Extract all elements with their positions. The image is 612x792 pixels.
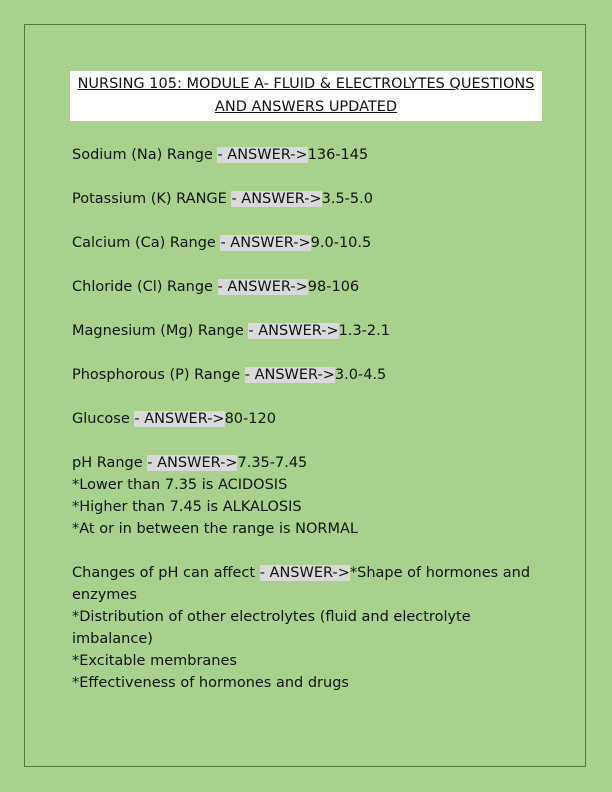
answer-text: *Shape of hormones and xyxy=(349,565,531,581)
question-text: Potassium (K) RANGE xyxy=(72,191,232,207)
qa-list xyxy=(72,144,542,716)
answer-text: 9.0-10.5 xyxy=(310,235,372,251)
qa-entry-sodium xyxy=(72,144,542,166)
qa-line xyxy=(72,408,542,430)
qa-line xyxy=(72,364,542,386)
answer-detail-line: *Lower than 7.35 is ACIDOSIS xyxy=(72,477,288,493)
answer-detail-line: enzymes xyxy=(72,587,137,603)
qa-line xyxy=(72,188,542,210)
qa-entry-magnesium xyxy=(72,320,542,342)
qa-entry-glucose xyxy=(72,408,542,430)
question-text: Chloride (Cl) Range xyxy=(72,279,218,295)
qa-entry-phosphorous xyxy=(72,364,542,386)
qa-entry-chloride xyxy=(72,276,542,298)
answer-text: 3.5-5.0 xyxy=(321,191,373,207)
qa-entry-ph xyxy=(72,452,542,540)
answer-detail-line: imbalance) xyxy=(72,631,153,647)
answer-detail-line: *Distribution of other electrolytes (fluid and electrolyte xyxy=(72,609,471,625)
question-text: Calcium (Ca) Range xyxy=(72,235,221,251)
question-text: Glucose xyxy=(72,411,135,427)
qa-entry-ph-effects xyxy=(72,562,542,694)
answer-marker: - ANSWER-> xyxy=(259,565,350,581)
answer-detail-line: *At or in between the range is NORMAL xyxy=(72,521,358,537)
question-text: Sodium (Na) Range xyxy=(72,147,218,163)
title-line-2: AND ANSWERS UPDATED xyxy=(214,99,398,115)
answer-text: 3.0-4.5 xyxy=(334,367,387,383)
qa-entry-calcium xyxy=(72,232,542,254)
qa-entry-potassium xyxy=(72,188,542,210)
answer-marker: - ANSWER-> xyxy=(231,191,322,207)
answer-detail-line: *Higher than 7.45 is ALKALOSIS xyxy=(72,499,302,515)
answer-marker: - ANSWER-> xyxy=(248,323,339,339)
answer-text: 80-120 xyxy=(224,411,276,427)
title-line-1: NURSING 105: MODULE A- FLUID & ELECTROLYTES QUESTIONS xyxy=(77,76,535,92)
answer-text: 1.3-2.1 xyxy=(338,323,390,339)
answer-detail-line: *Effectiveness of hormones and drugs xyxy=(72,675,349,691)
question-text: Phosphorous (P) Range xyxy=(72,367,245,383)
qa-line xyxy=(72,452,542,474)
answer-marker: - ANSWER-> xyxy=(220,235,311,251)
question-text: Changes of pH can affect xyxy=(72,565,260,581)
qa-line xyxy=(72,232,542,254)
qa-line xyxy=(72,320,542,342)
document-title xyxy=(70,71,542,121)
qa-line xyxy=(72,144,542,166)
answer-marker: - ANSWER-> xyxy=(217,279,308,295)
answer-marker: - ANSWER-> xyxy=(217,147,308,163)
question-text: Magnesium (Mg) Range xyxy=(72,323,249,339)
qa-line xyxy=(72,562,542,584)
answer-marker: - ANSWER-> xyxy=(134,411,225,427)
answer-text: 98-106 xyxy=(307,279,360,295)
answer-text: 136-145 xyxy=(307,147,369,163)
answer-marker: - ANSWER-> xyxy=(147,455,238,471)
qa-line xyxy=(72,276,542,298)
question-text: pH Range xyxy=(72,455,148,471)
answer-detail-line: *Excitable membranes xyxy=(72,653,237,669)
answer-marker: - ANSWER-> xyxy=(244,367,335,383)
answer-text: 7.35-7.45 xyxy=(237,455,308,471)
